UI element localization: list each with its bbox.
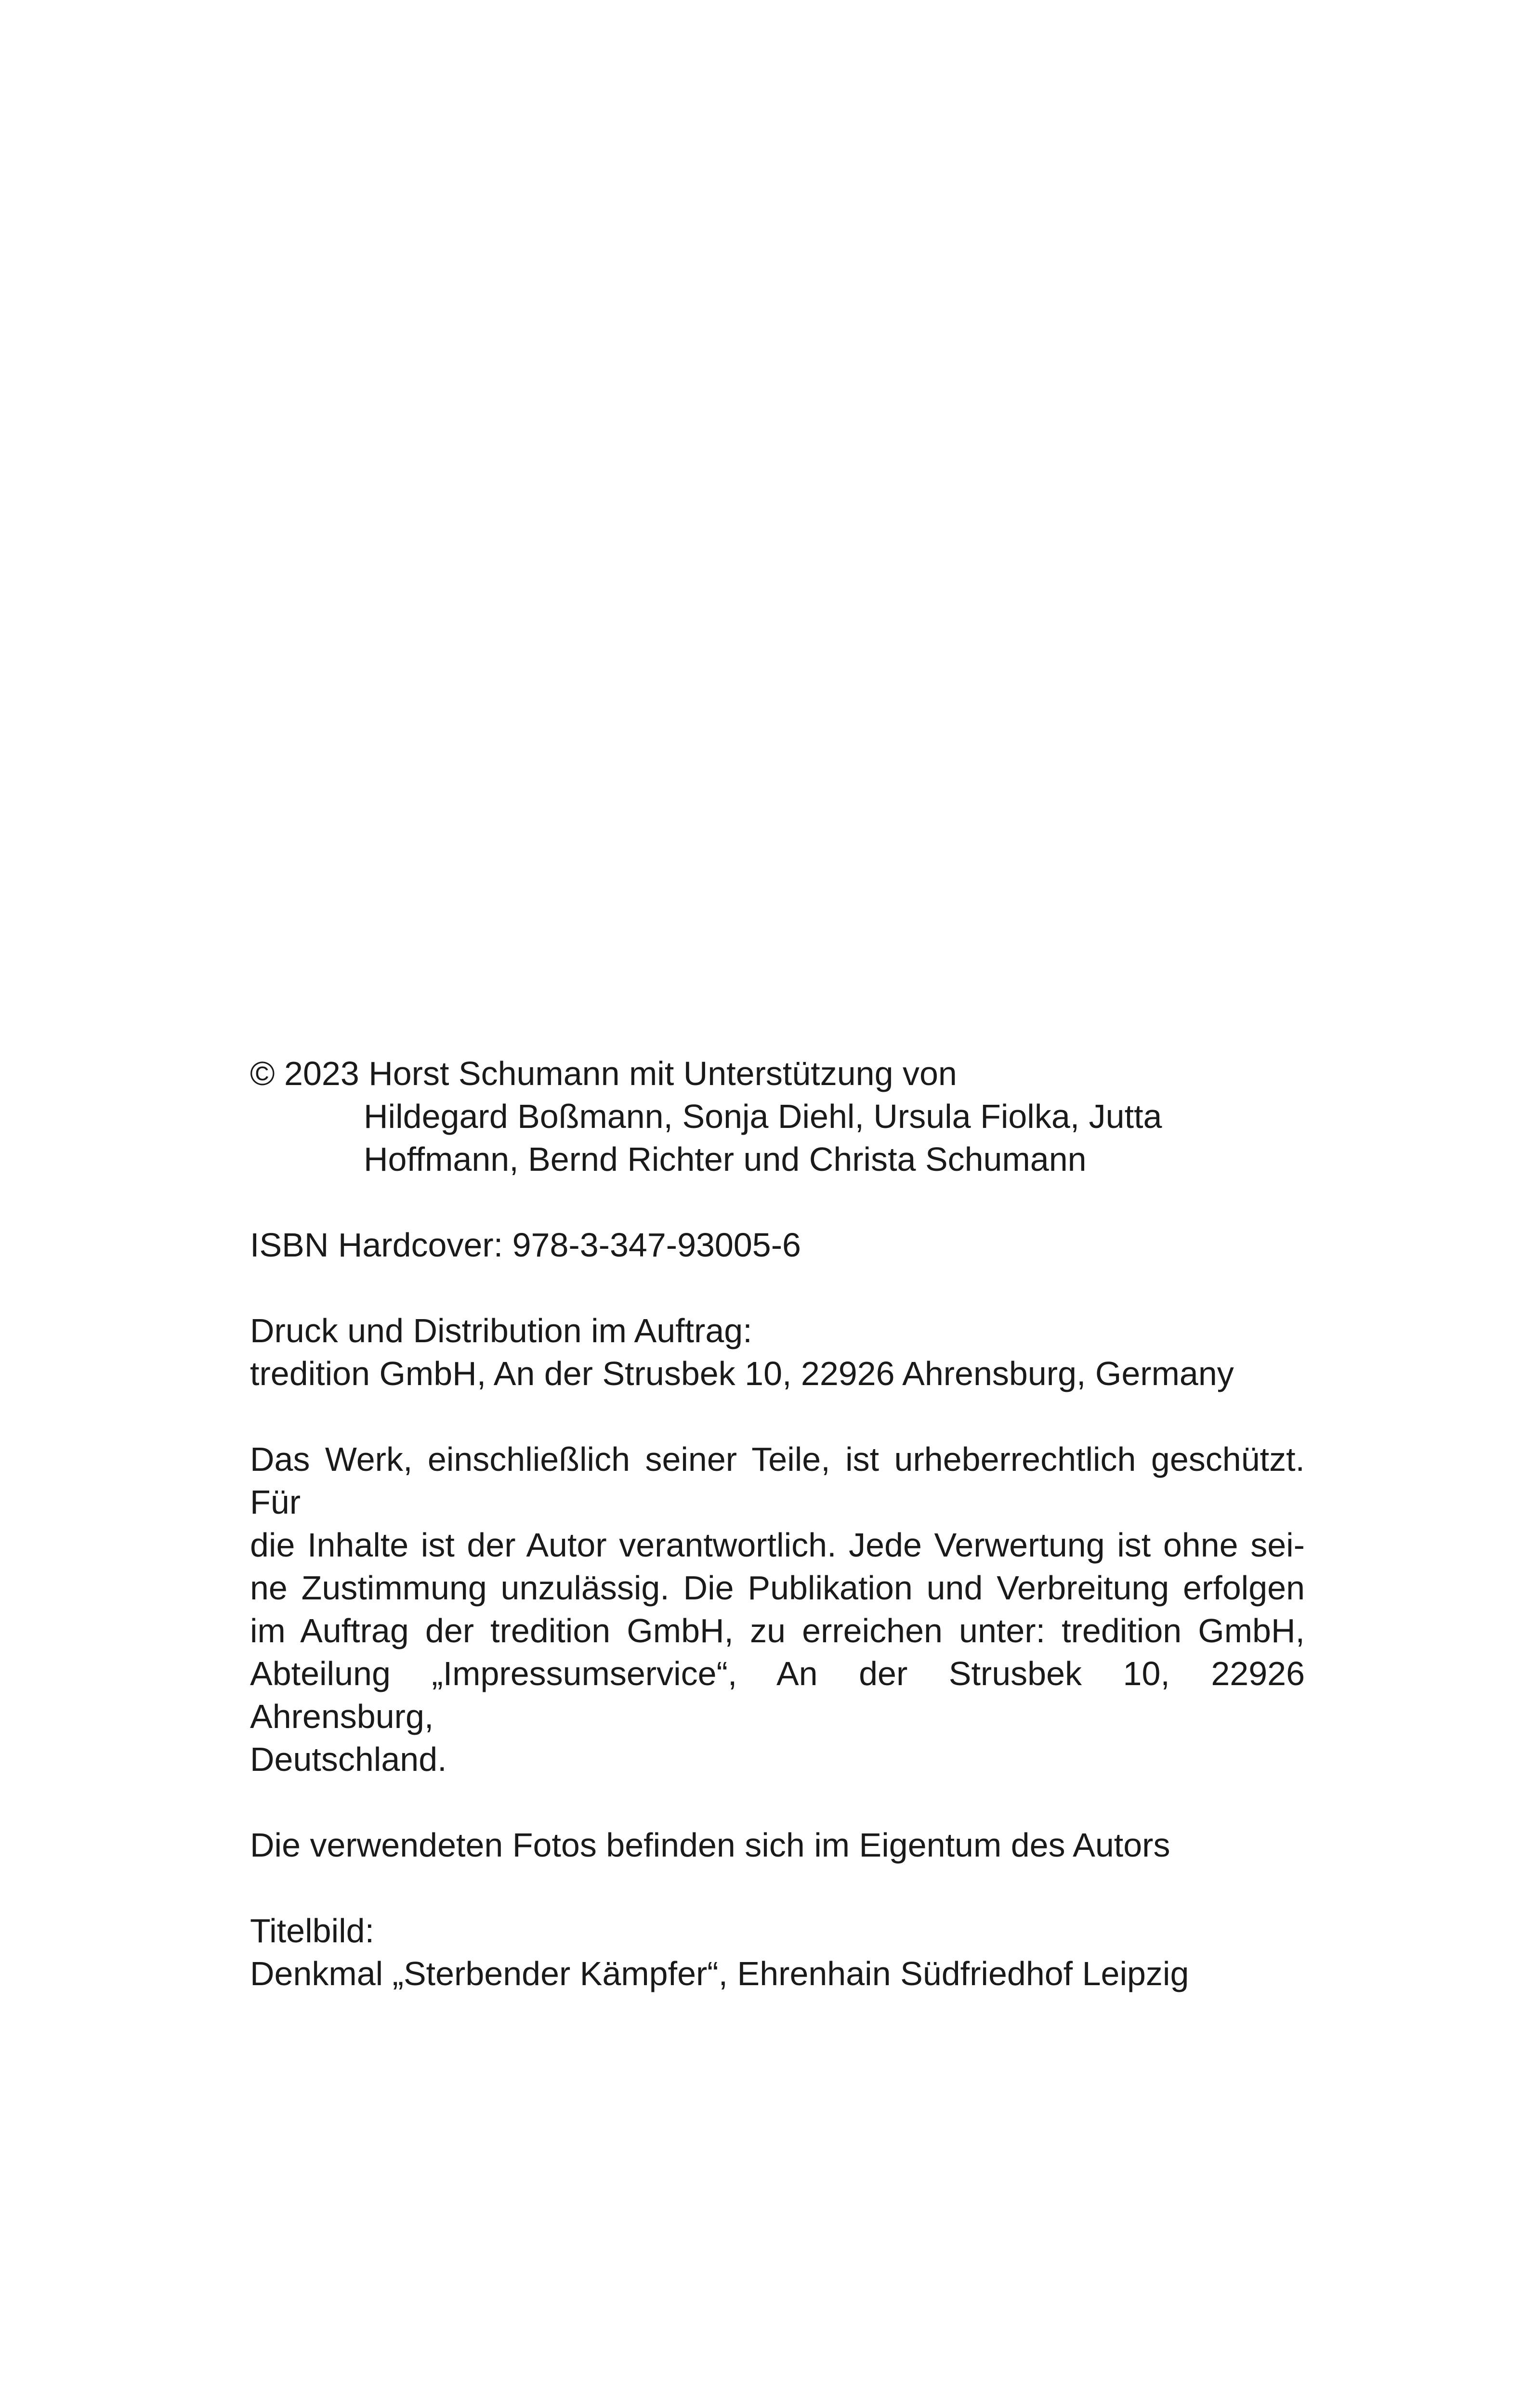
legal-line: im Auftrag der tredition GmbH, zu erreichen unter: tredition GmbH, <box>250 1612 1305 1649</box>
copyright-line: © 2023 Horst Schumann mit Unterstützung von <box>250 1055 957 1092</box>
imprint-page <box>250 1052 1310 1995</box>
contributors-line: Hildegard Boßmann, Sonja Diehl, Ursula Fiolka, Jutta <box>364 1098 1162 1135</box>
legal-notice <box>250 1438 1310 1781</box>
legal-line: Abteilung „Impressumservice“, An der Strusbek 10, 22926 Ahrensburg, <box>250 1655 1305 1735</box>
distribution-block <box>250 1309 1310 1395</box>
cover-label: Titelbild: <box>250 1912 375 1950</box>
copyright-block <box>250 1052 1310 1181</box>
isbn-block <box>250 1224 1310 1267</box>
publisher-address: tredition GmbH, An der Strusbek 10, 22926 Ahrensburg, Germany <box>250 1355 1234 1392</box>
legal-line: Das Werk, einschließlich seiner Teile, ist urheberrechtlich geschützt. Für <box>250 1440 1305 1521</box>
legal-line: ne Zustimmung unzulässig. Die Publikation und Verbreitung erfolgen <box>250 1569 1305 1607</box>
legal-line: Deutschland. <box>250 1741 447 1778</box>
cover-credit-block <box>250 1910 1310 1995</box>
photo-credit: Die verwendeten Fotos befinden sich im Eigentum des Autors <box>250 1826 1170 1864</box>
contributors-line: Hoffmann, Bernd Richter und Christa Schumann <box>364 1140 1087 1178</box>
photo-credit-block <box>250 1824 1310 1867</box>
legal-line: die Inhalte ist der Autor verantwortlich. Jede Verwertung ist ohne sei- <box>250 1526 1305 1564</box>
distribution-heading: Druck und Distribution im Auftrag: <box>250 1312 752 1349</box>
cover-description: Denkmal „Sterbender Kämpfer“, Ehrenhain Südfriedhof Leipzig <box>250 1955 1189 1992</box>
isbn-line: ISBN Hardcover: 978-3-347-93005-6 <box>250 1226 801 1264</box>
